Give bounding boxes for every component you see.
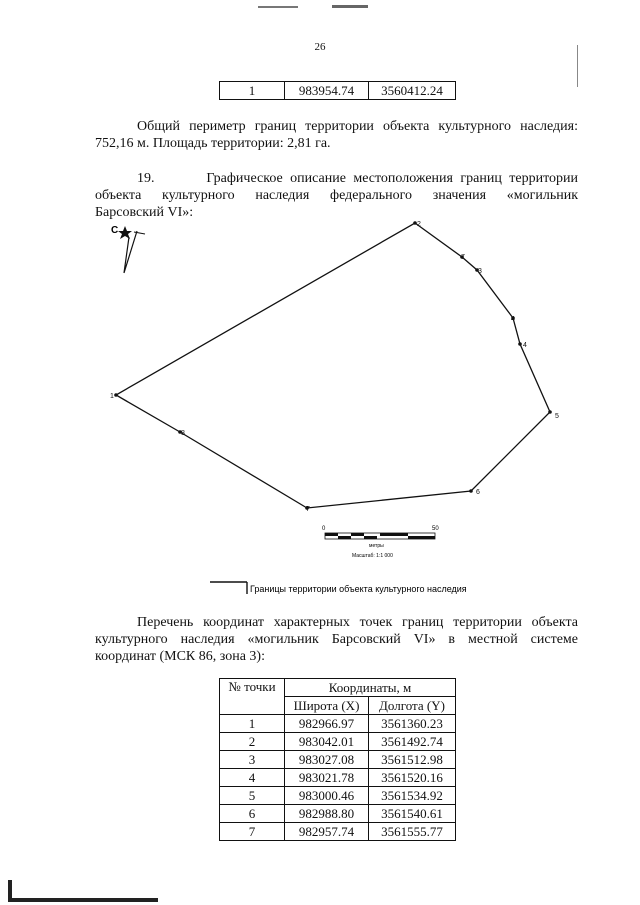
point-label: 2 <box>417 221 421 228</box>
table-cell: 4 <box>220 769 285 787</box>
boundary-point-marker <box>548 410 552 414</box>
table-cell: 3561555.77 <box>369 823 456 841</box>
table-cell: 1 <box>220 715 285 733</box>
paragraph-line: культурного наследия «могильник Барсовский VI» в местной системе <box>95 632 578 647</box>
paragraph-line: координат (МСК 86, зона 3): <box>95 649 265 664</box>
table-cell: 7 <box>220 823 285 841</box>
table-cell: 3561512.98 <box>369 751 456 769</box>
point-label: 7 <box>461 254 465 261</box>
boundary-point-marker <box>469 489 473 493</box>
paragraph-line: объекта культурного наследия федерального значения «могильник <box>95 188 578 203</box>
table-cell: 982988.80 <box>285 805 369 823</box>
point-label: 7 <box>306 506 310 513</box>
header-latitude: Широта (X) <box>285 697 369 715</box>
table-row <box>220 823 456 841</box>
table-cell: 3 <box>220 751 285 769</box>
point-label: 3 <box>478 268 482 275</box>
scale-ratio: Масштаб: 1:1 000 <box>352 553 393 559</box>
coordinates-table-body <box>220 715 456 841</box>
point-label: 4 <box>523 342 527 349</box>
point-label: 1 <box>110 393 114 400</box>
territory-boundary-line <box>116 223 550 508</box>
paragraph-line: Общий периметр границ территории объекта культурного наследия: <box>137 119 578 134</box>
table-row <box>220 715 456 733</box>
table-cell: 3561492.74 <box>369 733 456 751</box>
header-point-number: № точки <box>220 679 285 715</box>
table-cell: 983000.46 <box>285 787 369 805</box>
table-cell: 983021.78 <box>285 769 369 787</box>
table-cell: 983027.08 <box>285 751 369 769</box>
table-row <box>220 769 456 787</box>
table-cell: 1 <box>220 82 285 100</box>
paragraph-line: 752,16 м. Площадь территории: 2,81 га. <box>95 136 331 151</box>
page-number: 26 <box>314 41 326 53</box>
table-cell: 3561540.61 <box>369 805 456 823</box>
legend-label: Границы территории объекта культурного наследия <box>250 584 467 594</box>
scale-unit: метры <box>369 543 384 549</box>
table-row <box>220 751 456 769</box>
point-label: 6 <box>476 489 480 496</box>
table-cell: 3561520.16 <box>369 769 456 787</box>
table-row <box>220 733 456 751</box>
table-cell: 983954.74 <box>285 82 369 100</box>
boundary-point-marker <box>518 342 522 346</box>
table-cell: 6 <box>220 805 285 823</box>
scale-tick-label: 50 <box>432 526 439 532</box>
boundary-point-marker <box>114 393 118 397</box>
north-label: С <box>111 225 119 236</box>
point-label: 5 <box>555 413 559 420</box>
table-cell: 982966.97 <box>285 715 369 733</box>
table-cell: 5 <box>220 787 285 805</box>
legend <box>210 582 467 594</box>
north-arrow-icon <box>111 225 145 273</box>
table-row <box>220 787 456 805</box>
paragraph-line: Барсовский VI»: <box>95 205 194 220</box>
table-cell: 983042.01 <box>285 733 369 751</box>
table-cell: 3561360.23 <box>369 715 456 733</box>
point-label: 4 <box>511 316 515 323</box>
coordinates-list-paragraph <box>95 614 578 665</box>
table-header-row <box>220 679 456 697</box>
paragraph-line: 19. Графическое описание местоположения границ территории <box>137 171 578 186</box>
point-label: 8 <box>181 430 185 437</box>
scale-tick-label: 0 <box>322 526 326 532</box>
boundary-point-markers <box>114 221 552 510</box>
table-cell: 3560412.24 <box>369 82 456 100</box>
header-longitude: Долгота (Y) <box>369 697 456 715</box>
header-coordinates: Координаты, м <box>285 679 456 697</box>
table-row <box>220 805 456 823</box>
table-cell: 982957.74 <box>285 823 369 841</box>
coordinates-table <box>219 678 456 841</box>
table-cell: 3561534.92 <box>369 787 456 805</box>
scale-bar <box>322 526 439 559</box>
table-cell: 2 <box>220 733 285 751</box>
paragraph-line: Перечень координат характерных точек границ территории объекта <box>137 615 578 630</box>
